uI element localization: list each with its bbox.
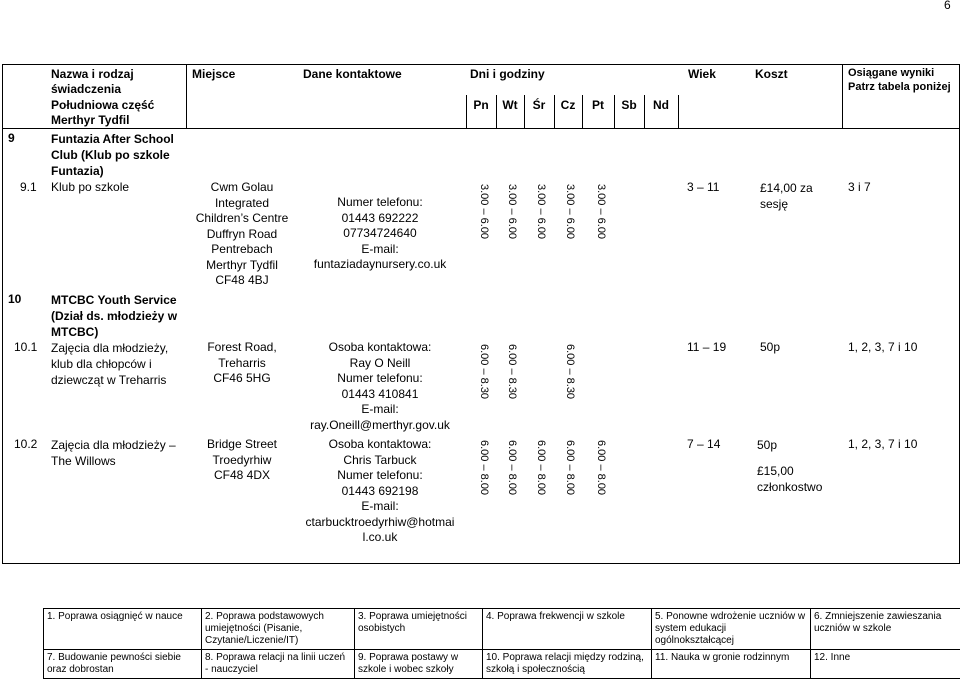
row-10-number: 10 <box>8 292 21 306</box>
day-fri: Pt <box>582 98 614 112</box>
legend-item: 9. Poprawa postawy w szkole i wobec szkoły <box>355 650 483 679</box>
row-10-2-number: 10.2 <box>14 437 37 452</box>
legend-row <box>44 609 960 650</box>
legend-item: 4. Poprawa frekwencji w szkole <box>483 609 652 650</box>
row-9-1-age: 3 – 11 <box>687 180 719 195</box>
row-10-2-hours-fri: 6.00 – 8.00 <box>595 440 607 495</box>
day-sat: Sb <box>614 98 644 112</box>
row-10-2-hours-mon: 6.00 – 8.00 <box>478 440 490 495</box>
row-10-name: MTCBC Youth Service (Dział ds. młodzieży w MTCBC) <box>51 292 191 340</box>
outcomes-legend <box>43 608 960 679</box>
legend-item: 1. Poprawa osiągnięć w nauce <box>44 609 202 650</box>
row-10-1-name: Zajęcia dla młodzieży, klub dla chłopców i dziewcząt w Treharris <box>51 340 181 388</box>
row-10-1-hours-tue: 6.00 – 8.30 <box>506 344 518 399</box>
row-10-1-place: Forest Road, Treharris CF46 5HG <box>190 340 294 387</box>
header-cost: Koszt <box>755 67 788 81</box>
row-9-1-cost: £14,00 za sesję <box>760 180 813 212</box>
row-10-1-cost: 50p <box>760 340 780 355</box>
header-results-sub: Patrz tabela poniżej <box>848 80 951 94</box>
legend-item: 5. Ponowne wdrożenie uczniów w system edukacji ogólnokształcącej <box>652 609 811 650</box>
header-age: Wiek <box>688 67 716 81</box>
row-9-number: 9 <box>8 131 15 145</box>
header-days-hours: Dni i godziny <box>470 67 545 81</box>
day-thu: Cz <box>554 98 582 112</box>
row-10-2-hours-wed: 6.00 – 8.00 <box>535 440 547 495</box>
row-9-1-name: Klub po szkole <box>51 180 129 195</box>
legend-item: 8. Poprawa relacji na linii uczeń - nauczyciel <box>202 650 355 679</box>
row-10-1-results: 1, 2, 3, 7 i 10 <box>848 340 917 355</box>
row-10-2-name: Zajęcia dla młodzieży – The Willows <box>51 437 181 469</box>
legend-item: 2. Poprawa podstawowych umiejętności (Pisanie, Czytanie/Liczenie/IT) <box>202 609 355 650</box>
header-region: Południowa część Merthyr Tydfil <box>51 98 176 128</box>
legend-item: 6. Zmniejszenie zawieszania uczniów w szkole <box>811 609 960 650</box>
day-wed: Śr <box>524 98 554 112</box>
row-9-1-number: 9.1 <box>20 180 37 195</box>
page-number: 6 <box>944 0 951 13</box>
row-10-2-results: 1, 2, 3, 7 i 10 <box>848 437 917 452</box>
header-place: Miejsce <box>192 67 235 81</box>
row-10-2-contact: Osoba kontaktowa: Chris Tarbuck Numer telefonu: 01443 692198 E-mail: ctarbucktroedyrhiw@hotmai l.co.uk <box>300 437 460 546</box>
header-name: Nazwa i rodzaj świadczenia <box>51 67 186 97</box>
row-10-1-hours-mon: 6.00 – 8.30 <box>478 344 490 399</box>
row-10-2-age: 7 – 14 <box>687 437 720 452</box>
row-9-1-hours-mon: 3.00 – 6.00 <box>478 184 490 239</box>
row-9-1-results: 3 i 7 <box>848 180 871 195</box>
row-10-1-hours-thu: 6.00 – 8.30 <box>564 344 576 399</box>
legend-item: 11. Nauka w gronie rodzinnym <box>652 650 811 679</box>
row-10-1-contact: Osoba kontaktowa: Ray O Neill Numer telefonu: 01443 410841 E-mail: ray.Oneill@merthyr.gov.uk <box>300 340 460 433</box>
day-tue: Wt <box>496 98 524 112</box>
row-10-2-cost: 50p £15,00 członkostwo <box>757 437 822 495</box>
row-10-2-hours-tue: 6.00 – 8.00 <box>506 440 518 495</box>
legend-item: 12. Inne <box>811 650 960 679</box>
row-9-1-hours-fri: 3.00 – 6.00 <box>595 184 607 239</box>
row-9-1-hours-thu: 3.00 – 6.00 <box>564 184 576 239</box>
row-9-1-contact: Numer telefonu: 01443 692222 07734724640 E-mail: funtaziadaynursery.co.uk <box>300 195 460 273</box>
legend-item: 7. Budowanie pewności siebie oraz dobrostan <box>44 650 202 679</box>
row-10-2-place: Bridge Street Troedyrhiw CF48 4DX <box>190 437 294 484</box>
row-10-1-age: 11 – 19 <box>687 340 726 355</box>
day-sun: Nd <box>644 98 678 112</box>
row-9-1-hours-wed: 3.00 – 6.00 <box>535 184 547 239</box>
legend-row <box>44 650 960 679</box>
row-9-name: Funtazia After School Club (Klub po szkole Funtazia) <box>51 131 176 179</box>
legend-item: 3. Poprawa umiejętności osobistych <box>355 609 483 650</box>
legend-item: 10. Poprawa relacji między rodziną, szkołą i społecznością <box>483 650 652 679</box>
row-9-1-hours-tue: 3.00 – 6.00 <box>506 184 518 239</box>
header-results: Osiągane wyniki <box>848 66 934 80</box>
row-10-1-number: 10.1 <box>14 340 37 355</box>
row-9-1-place: Cwm Golau Integrated Children’s Centre Duffryn Road Pentrebach Merthyr Tydfil CF48 4BJ <box>190 180 294 289</box>
header-contact: Dane kontaktowe <box>303 67 402 81</box>
day-mon: Pn <box>466 98 496 112</box>
row-10-2-hours-thu: 6.00 – 8.00 <box>564 440 576 495</box>
